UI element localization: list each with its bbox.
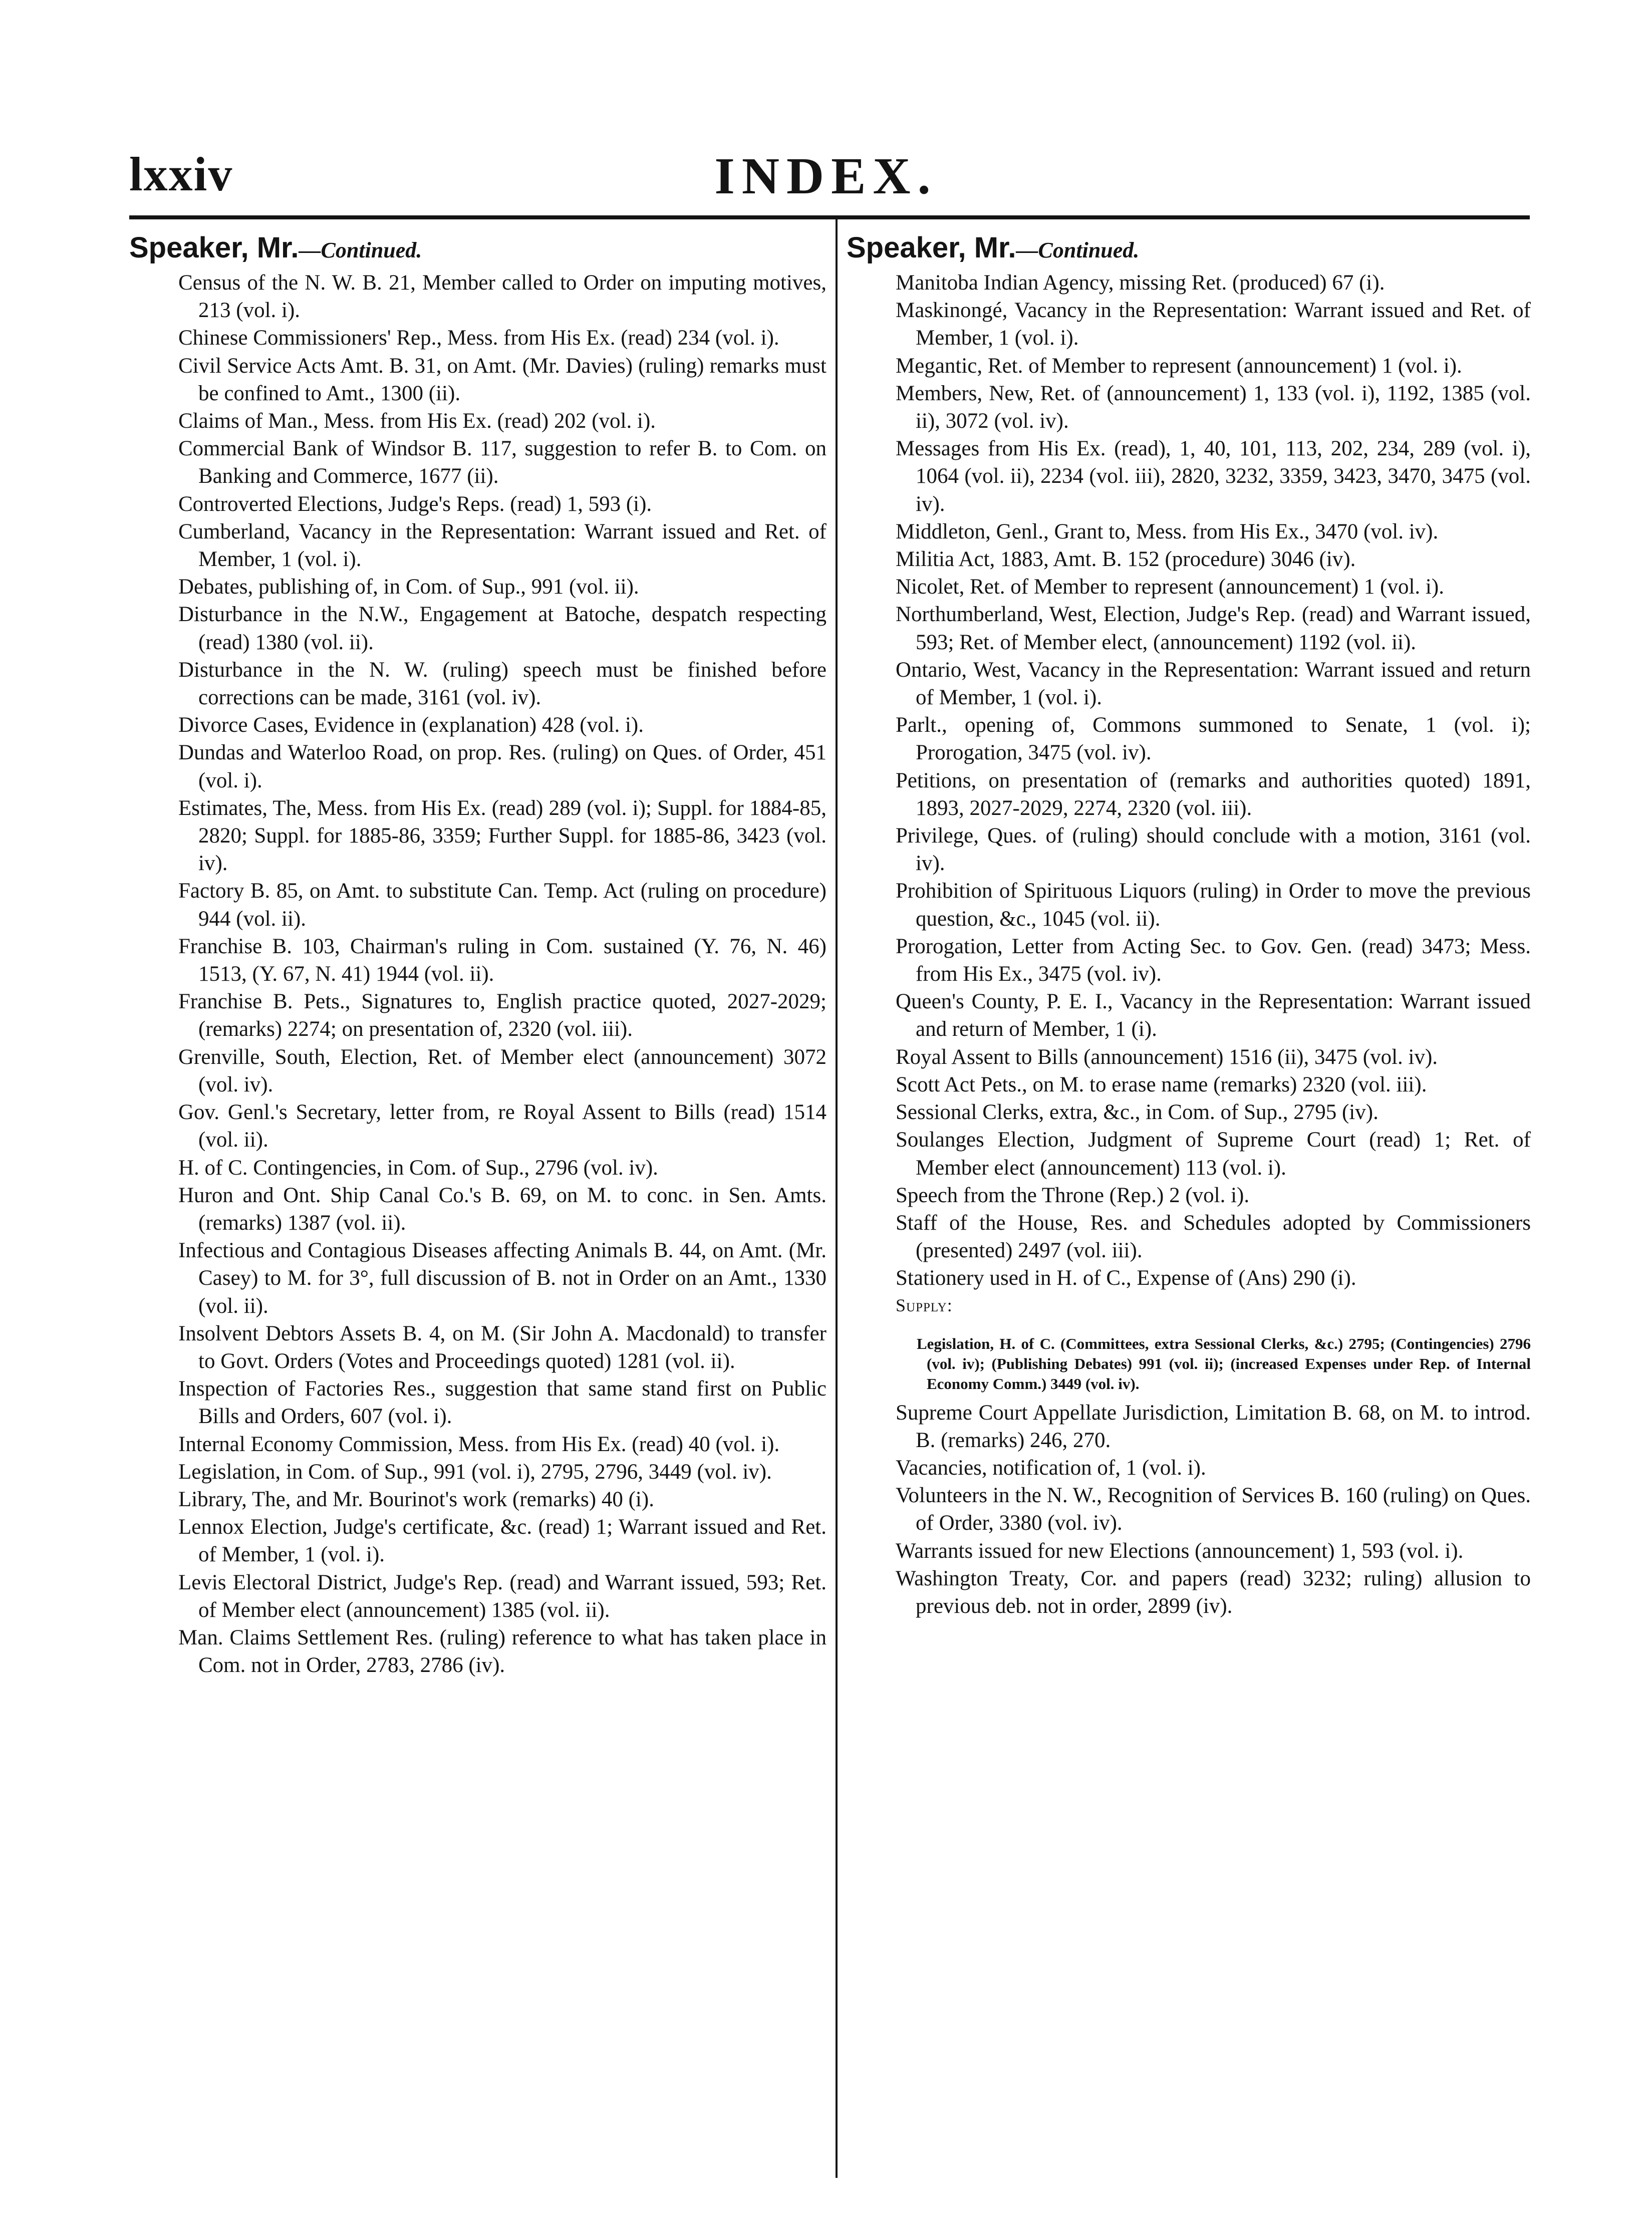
right-column [847, 231, 1531, 2180]
index-entry: Petitions, on presentation of (remarks and authorities quoted) 1891, 1893, 2027-2029, 2274, 2320 (vol. iii). [896, 768, 1531, 820]
left-entry-list [129, 269, 827, 1679]
index-entry: Supreme Court Appellate Jurisdiction, Limitation B. 68, on M. to introd. B. (remarks) 246, 270. [896, 1401, 1531, 1452]
index-entry: Disturbance in the N.W., Engagement at Batoche, despatch respecting (read) 1380 (vol. ii). [178, 603, 827, 654]
index-entry: Franchise B. Pets., Signatures to, English practice quoted, 2027-2029; (remarks) 2274; on presentation of, 2320 (vol. iii). [178, 990, 827, 1041]
index-entry: Soulanges Election, Judgment of Supreme Court (read) 1; Ret. of Member elect (announcement) 113 (vol. i). [896, 1128, 1531, 1180]
index-entry: Factory B. 85, on Amt. to substitute Can. Temp. Act (ruling on procedure) 944 (vol. ii). [178, 879, 827, 931]
column-divider [836, 219, 838, 2178]
heading-continued: —Continued. [299, 238, 422, 262]
right-column-heading [847, 231, 1531, 267]
index-entry: Legislation, in Com. of Sup., 991 (vol. i), 2795, 2796, 3449 (vol. iv). [178, 1460, 772, 1484]
supply-subheading: Supply: [896, 1295, 953, 1315]
index-entry: Manitoba Indian Agency, missing Ret. (produced) 67 (i). [896, 271, 1385, 295]
index-entry: Volunteers in the N. W., Recognition of Services B. 160 (ruling) on Ques. of Order, 3380 (vol. iv). [896, 1484, 1531, 1535]
index-entry: Man. Claims Settlement Res. (ruling) reference to what has taken place in Com. not in Order, 2783, 2786 (iv). [178, 1625, 827, 1678]
index-entry: Scott Act Pets., on M. to erase name (remarks) 2320 (vol. iii). [896, 1072, 1427, 1096]
index-entry: Maskinongé, Vacancy in the Representation: Warrant issued and Ret. of Member, 1 (vol. i). [896, 299, 1531, 350]
index-entry: Library, The, and Mr. Bourinot's work (remarks) 40 (i). [178, 1487, 654, 1511]
index-entry: Queen's County, P. E. I., Vacancy in the Representation: Warrant issued and return of Member, 1 (i). [896, 990, 1531, 1041]
index-entry: Disturbance in the N. W. (ruling) speech must be finished before corrections can be made, 3161 (vol. iv). [178, 658, 827, 710]
index-entry: H. of C. Contingencies, in Com. of Sup., 2796 (vol. iv). [178, 1156, 658, 1180]
index-entry: Prohibition of Spirituous Liquors (ruling) in Order to move the previous question, &c., 1045 (vol. ii). [896, 879, 1531, 931]
index-entry: Lennox Election, Judge's certificate, &c. (read) 1; Warrant issued and Ret. of Member, 1 (vol. i). [178, 1515, 827, 1567]
index-entry: Debates, publishing of, in Com. of Sup., 991 (vol. ii). [178, 575, 639, 599]
index-entry: Cumberland, Vacancy in the Representation: Warrant issued and Ret. of Member, 1 (vol. i). [178, 519, 827, 572]
index-entry: Inspection of Factories Res., suggestion that same stand first on Public Bills and Orders, 607 (vol. i). [178, 1377, 827, 1429]
index-entry: Franchise B. 103, Chairman's ruling in Com. sustained (Y. 76, N. 46) 1513, (Y. 67, N. 41) 1944 (vol. ii). [178, 934, 827, 986]
supply-entry: Legislation, H. of C. (Committees, extra Sessional Clerks, &c.) 2795; (Contingencies) 2796 (vol. iv); (Publishing Debates) 991 (vol. ii); (increased Expenses under Rep. of Internal Economy Comm.) 3449 (vol. iv). [917, 1334, 1531, 1392]
index-entry: Divorce Cases, Evidence in (explanation) 428 (vol. i). [178, 713, 644, 737]
index-entry: Grenville, South, Election, Ret. of Member elect (announcement) 3072 (vol. iv). [178, 1045, 827, 1096]
index-entry: Megantic, Ret. of Member to represent (announcement) 1 (vol. i). [896, 354, 1462, 378]
index-entry: Chinese Commissioners' Rep., Mess. from His Ex. (read) 234 (vol. i). [178, 326, 779, 350]
index-entry: Speech from the Throne (Rep.) 2 (vol. i). [896, 1183, 1250, 1207]
page-title: INDEX. [714, 147, 938, 205]
page-number: lxxiv [129, 147, 233, 201]
index-entry: Sessional Clerks, extra, &c., in Com. of Sup., 2795 (iv). [896, 1100, 1379, 1125]
index-entry: Warrants issued for new Elections (announcement) 1, 593 (vol. i). [896, 1539, 1464, 1563]
index-entry: Levis Electoral District, Judge's Rep. (read) and Warrant issued, 593; Ret. of Member elect (announcement) 1385 (vol. ii). [178, 1570, 827, 1622]
index-entry: Members, New, Ret. of (announcement) 1, 133 (vol. i), 1192, 1385 (vol. ii), 3072 (vol. iv). [896, 381, 1531, 433]
index-entry: Staff of the House, Res. and Schedules adopted by Commissioners (presented) 2497 (vol. iii). [896, 1211, 1531, 1263]
right-entry-list [847, 269, 1531, 1620]
heading-name: Speaker, Mr. [847, 231, 1016, 264]
index-entry: Northumberland, West, Election, Judge's Rep. (read) and Warrant issued, 593; Ret. of Member elect, (announcement) 1192 (vol. ii). [896, 603, 1531, 654]
left-column-heading [129, 231, 827, 267]
index-entry: Parlt., opening of, Commons summoned to Senate, 1 (vol. i); Prorogation, 3475 (vol. iv). [896, 713, 1531, 765]
index-entry: Dundas and Waterloo Road, on prop. Res. (ruling) on Ques. of Order, 451 (vol. i). [178, 741, 827, 792]
index-entry: Civil Service Acts Amt. B. 31, on Amt. (Mr. Davies) (ruling) remarks must be confined to Amt., 1300 (ii). [178, 354, 827, 405]
index-entry: Controverted Elections, Judge's Reps. (read) 1, 593 (i). [178, 492, 652, 516]
index-entry: Census of the N. W. B. 21, Member called to Order on imputing motives, 213 (vol. i). [178, 271, 827, 323]
left-column [129, 231, 827, 2180]
index-entry: Commercial Bank of Windsor B. 117, suggestion to refer B. to Com. on Banking and Commerce, 1677 (ii). [178, 437, 827, 488]
index-entry: Claims of Man., Mess. from His Ex. (read) 202 (vol. i). [178, 409, 656, 433]
index-entry: Internal Economy Commission, Mess. from His Ex. (read) 40 (vol. i). [178, 1432, 780, 1456]
index-entry: Royal Assent to Bills (announcement) 1516 (ii), 3475 (vol. iv). [896, 1045, 1438, 1069]
index-entry: Prorogation, Letter from Acting Sec. to Gov. Gen. (read) 3473; Mess. from His Ex., 3475 (vol. iv). [896, 934, 1531, 986]
heading-continued: —Continued. [1016, 238, 1140, 262]
index-entry: Gov. Genl.'s Secretary, letter from, re Royal Assent to Bills (read) 1514 (vol. ii). [178, 1100, 827, 1152]
heading-name: Speaker, Mr. [129, 231, 299, 264]
index-entry: Huron and Ont. Ship Canal Co.'s B. 69, on M. to conc. in Sen. Amts. (remarks) 1387 (vol. ii). [178, 1183, 827, 1235]
index-entry: Messages from His Ex. (read), 1, 40, 101, 113, 202, 234, 289 (vol. i), 1064 (vol. ii), 2234 (vol. iii), 2820, 3232, 3359, 3423, 3470, 3475 (vol. iv). [896, 437, 1531, 516]
index-entry: Nicolet, Ret. of Member to represent (announcement) 1 (vol. i). [896, 575, 1444, 599]
index-entry: Privilege, Ques. of (ruling) should conclude with a motion, 3161 (vol. iv). [896, 824, 1531, 876]
index-entry: Vacancies, notification of, 1 (vol. i). [896, 1456, 1206, 1480]
index-entry: Washington Treaty, Cor. and papers (read) 3232; ruling) allusion to previous deb. not in order, 2899 (iv). [896, 1566, 1531, 1618]
index-entry: Militia Act, 1883, Amt. B. 152 (procedure) 3046 (iv). [896, 547, 1356, 572]
header-rule [129, 215, 1530, 219]
index-entry: Middleton, Genl., Grant to, Mess. from His Ex., 3470 (vol. iv). [896, 519, 1439, 543]
index-entry: Infectious and Contagious Diseases affecting Animals B. 44, on Amt. (Mr. Casey) to M. for 3°, full discussion of B. not in Order on an Amt., 1330 (vol. ii). [178, 1239, 827, 1318]
index-entry: Insolvent Debtors Assets B. 4, on M. (Sir John A. Macdonald) to transfer to Govt. Orders (Votes and Proceedings quoted) 1281 (vol. ii). [178, 1321, 827, 1373]
index-entry: Ontario, West, Vacancy in the Representation: Warrant issued and return of Member, 1 (vol. i). [896, 658, 1531, 710]
index-entry: Estimates, The, Mess. from His Ex. (read) 289 (vol. i); Suppl. for 1884-85, 2820; Suppl. for 1885-86, 3359; Further Suppl. for 1885-86, 3423 (vol. iv). [178, 796, 827, 876]
index-entry: Stationery used in H. of C., Expense of (Ans) 290 (i). [896, 1266, 1356, 1290]
